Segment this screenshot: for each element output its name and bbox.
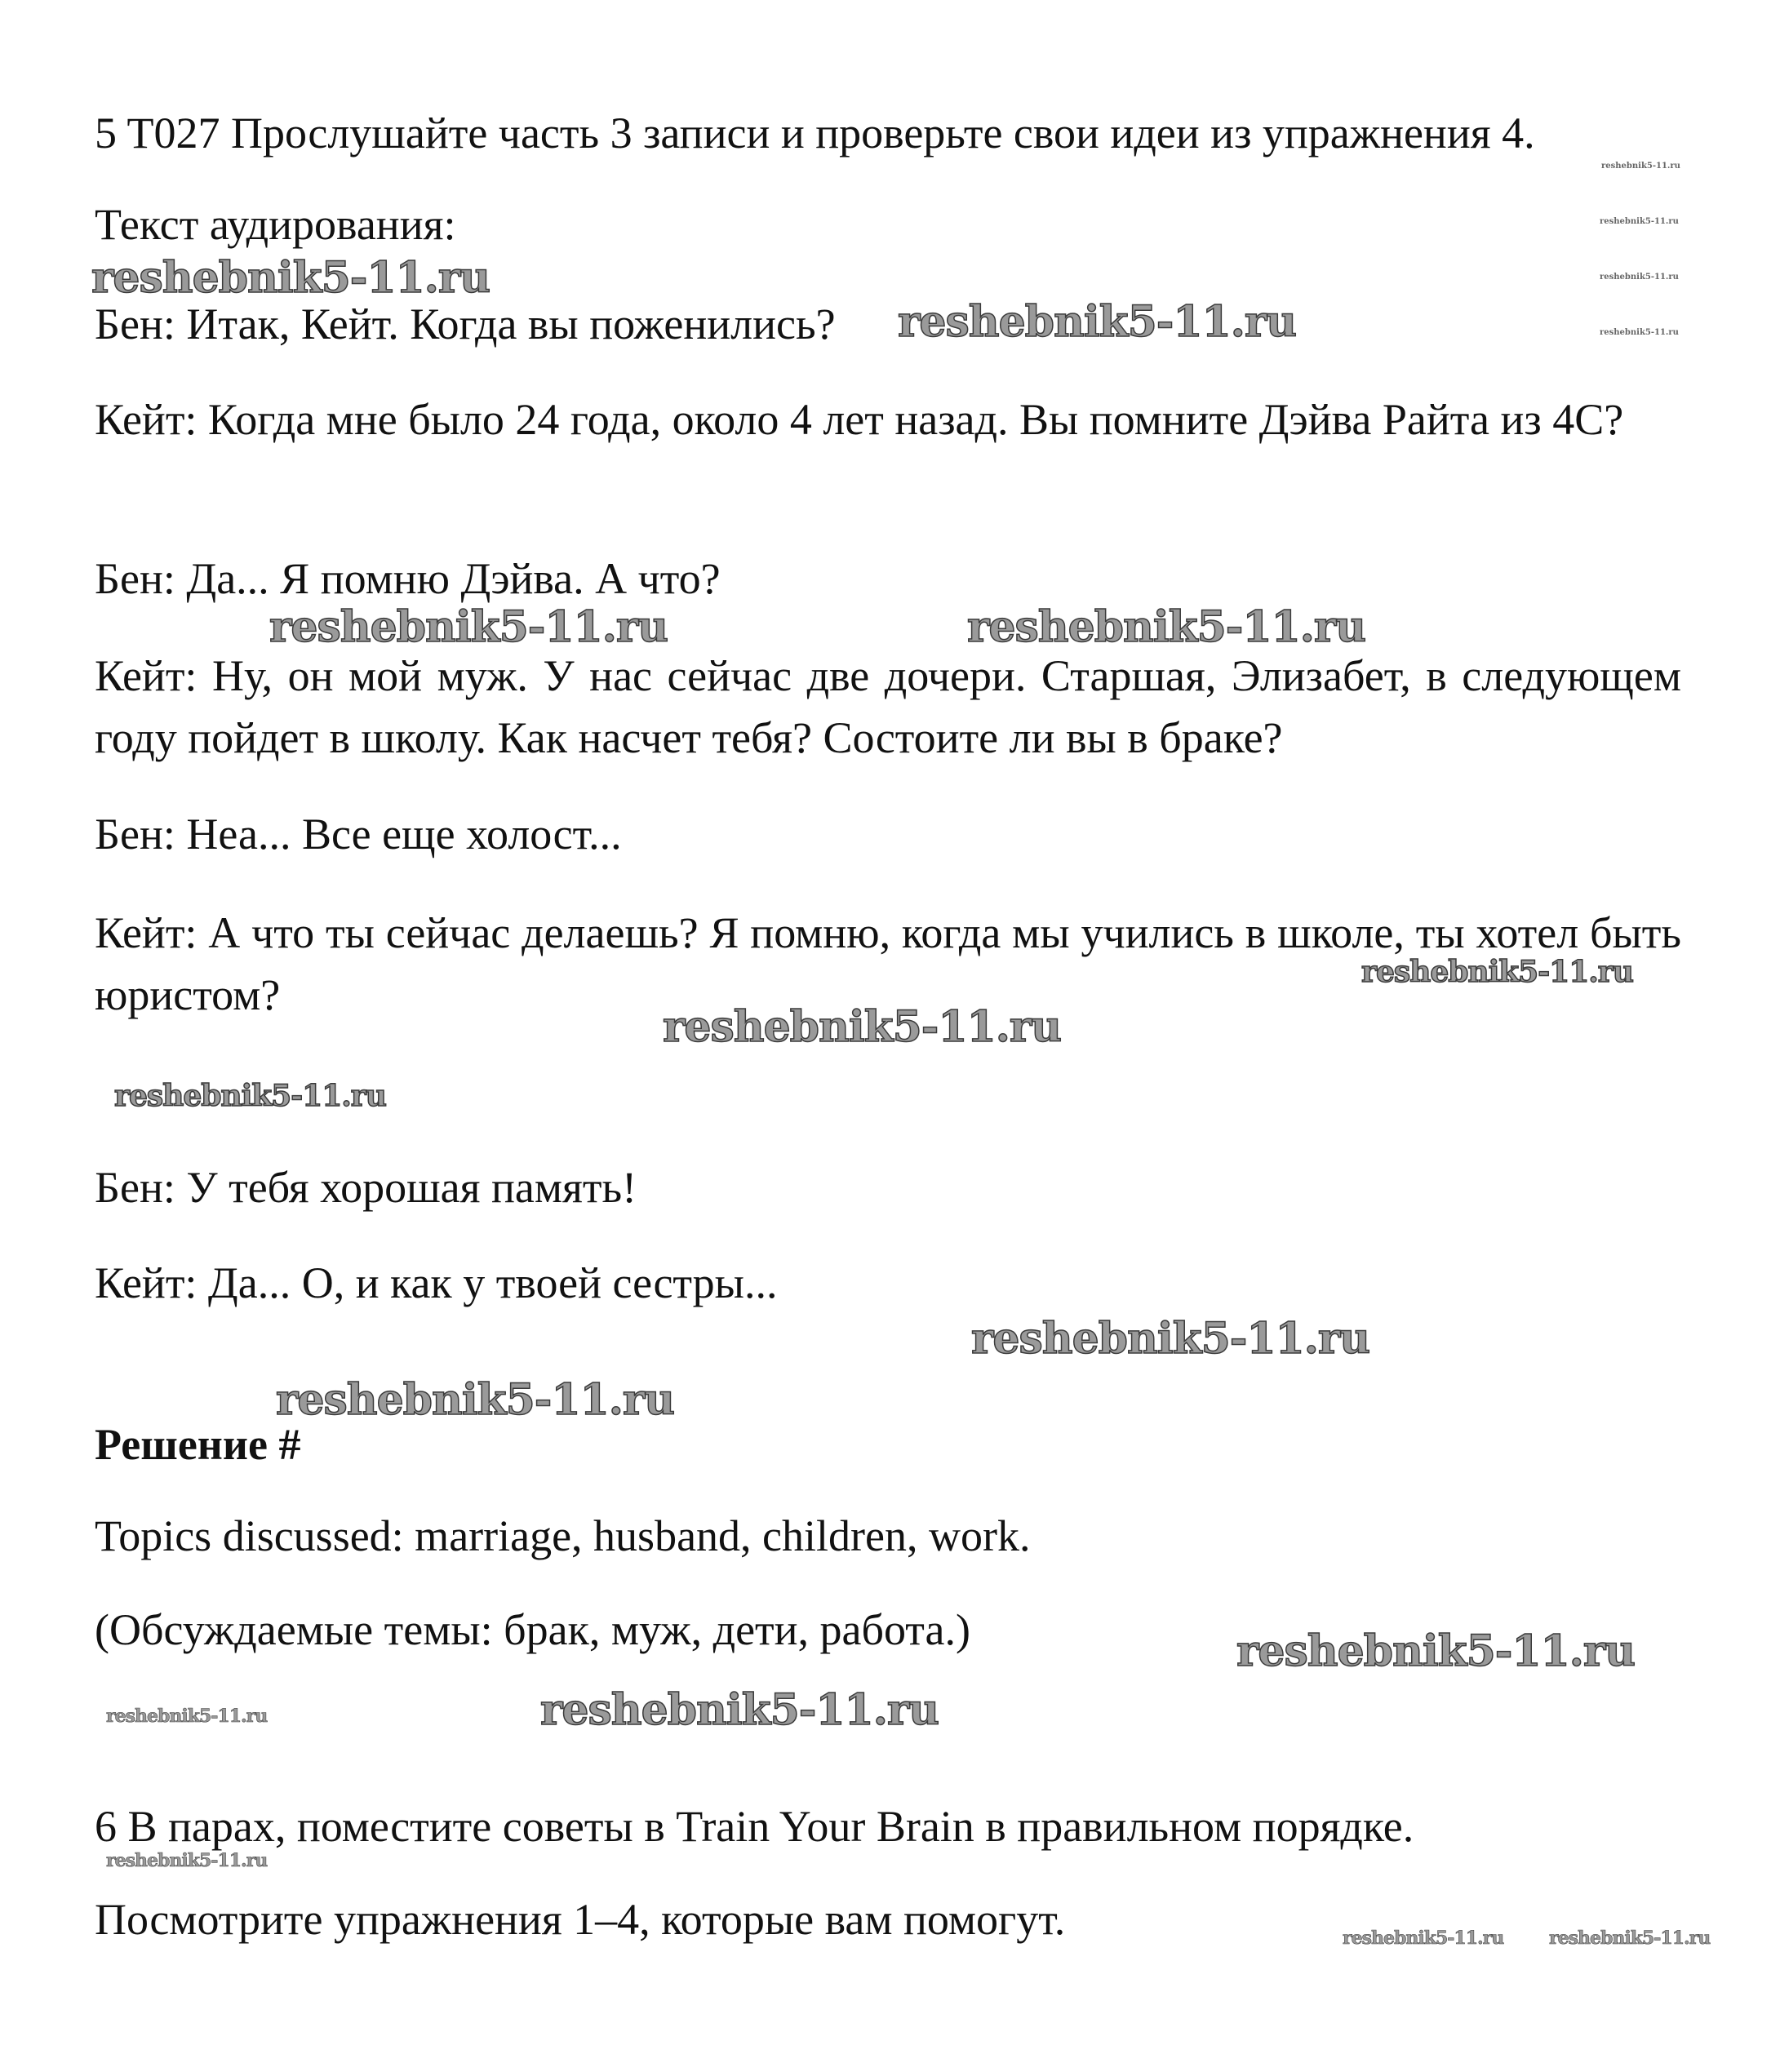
- watermark: reshebnik5-11.ru: [663, 1002, 1062, 1052]
- watermark: reshebnik5-11.ru: [106, 1850, 268, 1871]
- watermark: reshebnik5-11.ru: [1343, 1928, 1504, 1949]
- dialogue-line-4: Кейт: Ну, он мой муж. У нас сейчас две дочери. Старшая, Элизабет, в следующем году пойдет в школу. Как насчет тебя? Состоите ли вы в браке?: [95, 651, 1681, 762]
- dialogue-line-7: Бен: У тебя хорошая память!: [95, 1163, 637, 1212]
- task6-heading: 6 В парах, поместите советы в Train Your Brain в правильном порядке.: [95, 1802, 1414, 1851]
- dialogue-line-6: Кейт: А что ты сейчас делаешь? Я помню, когда мы учились в школе, ты хотел быть юристом?: [95, 908, 1681, 1019]
- watermark: reshebnik5-11.ru: [114, 1079, 386, 1113]
- dialogue-line-3: Бен: Да... Я помню Дэйва. А что?: [95, 554, 721, 603]
- task6-note: Посмотрите упражнения 1–4, которые вам помогут.: [95, 1895, 1066, 1944]
- watermark: reshebnik5-11.ru: [967, 602, 1366, 652]
- watermark: reshebnik5-11.ru: [971, 1314, 1370, 1364]
- watermark: reshebnik5-11.ru: [91, 253, 490, 303]
- dialogue-line-8: Кейт: Да... О, и как у твоей сестры...: [95, 1258, 778, 1307]
- watermark: reshebnik5-11.ru: [269, 602, 668, 652]
- solution-heading: Решение #: [95, 1420, 301, 1469]
- dialogue-line-5: Бен: Неа... Все еще холост...: [95, 810, 622, 859]
- watermark: reshebnik5-11.ru: [276, 1375, 675, 1425]
- watermark: reshebnik5-11.ru: [1549, 1928, 1711, 1949]
- watermark: reshebnik5-11.ru: [1236, 1626, 1636, 1676]
- watermark: reshebnik5-11.ru: [106, 1706, 268, 1727]
- audio-text-label: Текст аудирования:: [95, 200, 456, 249]
- watermark: reshebnik5-11.ru: [1600, 273, 1679, 282]
- watermark: reshebnik5-11.ru: [1601, 162, 1680, 171]
- watermark: reshebnik5-11.ru: [1600, 217, 1679, 226]
- watermark: reshebnik5-11.ru: [1361, 955, 1633, 989]
- solution-answer-en: Topics discussed: marriage, husband, children, work.: [95, 1511, 1031, 1560]
- watermark: reshebnik5-11.ru: [898, 297, 1297, 347]
- watermark: reshebnik5-11.ru: [540, 1685, 939, 1735]
- solution-answer-ru: (Обсуждаемые темы: брак, муж, дети, работа.): [95, 1605, 970, 1654]
- dialogue-line-2: Кейт: Когда мне было 24 года, около 4 лет назад. Вы помните Дэйва Райта из 4С?: [95, 395, 1624, 444]
- task5-heading: 5 T027 Прослушайте часть 3 записи и проверьте свои идеи из упражнения 4.: [95, 109, 1535, 158]
- dialogue-line-1: Бен: Итак, Кейт. Когда вы поженились?: [95, 299, 836, 348]
- watermark: reshebnik5-11.ru: [1600, 328, 1679, 337]
